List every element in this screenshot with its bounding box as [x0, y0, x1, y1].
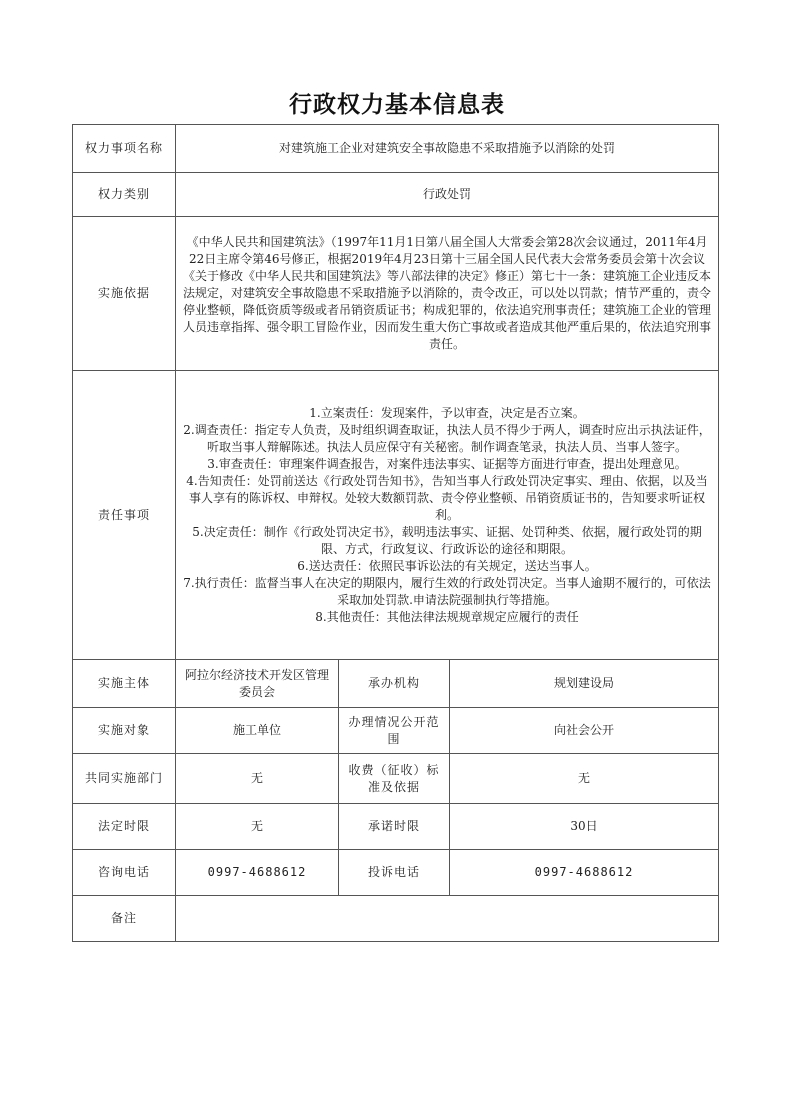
subject-value: 阿拉尔经济技术开发区管理委员会 [176, 660, 339, 708]
fee-standard-value: 无 [450, 754, 719, 804]
row-time-limit [73, 804, 719, 850]
handling-agency-label: 承办机构 [339, 660, 450, 708]
responsibility-list [176, 371, 719, 660]
joint-dept-label: 共同实施部门 [73, 754, 176, 804]
basis-label: 实施依据 [73, 217, 176, 371]
responsibility-item: 7.执行责任：监督当事人在决定的期限内，履行生效的行政处罚决定。当事人逾期不履行的，可依法采取加处罚款.申请法院强制执行等措施。 [183, 575, 711, 607]
item-name-label: 权力事项名称 [73, 125, 176, 173]
legal-time-limit-label: 法定时限 [73, 804, 176, 850]
row-subject [73, 660, 719, 708]
disclosure-scope-label: 办理情况公开范围 [339, 708, 450, 754]
row-target [73, 708, 719, 754]
subject-label: 实施主体 [73, 660, 176, 708]
promised-time-limit-label: 承诺时限 [339, 804, 450, 850]
responsibility-item: 5.决定责任：制作《行政处罚决定书》，载明违法事实、证据、处罚种类、依据，履行政处罚的期限、方式，行政复议、行政诉讼的途径和期限。 [192, 524, 702, 556]
target-value: 施工单位 [176, 708, 339, 754]
fee-standard-label: 收费（征收）标准及依据 [339, 754, 450, 804]
category-value: 行政处罚 [176, 173, 719, 217]
promised-time-limit-value: 30日 [450, 804, 719, 850]
target-label: 实施对象 [73, 708, 176, 754]
responsibility-label: 责任事项 [73, 371, 176, 660]
item-name-value: 对建筑施工企业对建筑安全事故隐患不采取措施予以消除的处罚 [176, 125, 719, 173]
consult-phone-label: 咨询电话 [73, 850, 176, 896]
complaint-phone-label: 投诉电话 [339, 850, 450, 896]
complaint-phone-value: 0997-4688612 [450, 850, 719, 896]
row-category [73, 173, 719, 217]
basis-value: 《中华人民共和国建筑法》（1997年11月1日第八届全国人大常委会第28次会议通过，2011年4月22日主席令第46号修正，根据2019年4月23日第十三届全国人民代表大会常务委员会第十次会议《关于修改《中华人民共和国建筑法》等八部法律的决定》修正）第七十一条：建筑施工企业违反本法规定，对建筑安全事故隐患不采取措施予以消除的，责令改正，可以处以罚款；情节严重的，责令停业整顿，降低资质等级或者吊销资质证书；构成犯罪的，依法追究刑事责任；建筑施工企业的管理人员违章指挥、强令职工冒险作业，因而发生重大伤亡事故或者造成其他严重后果的，依法追究刑事责任。 [176, 217, 719, 371]
responsibility-item: 8.其他责任：其他法律法规规章规定应履行的责任 [315, 609, 579, 624]
remarks-label: 备注 [73, 896, 176, 942]
responsibility-item: 4.告知责任：处罚前送达《行政处罚告知书》，告知当事人行政处罚决定事实、理由、依据，以及当事人享有的陈诉权、申辩权。处较大数额罚款、责令停业整顿、吊销资质证书的，告知要求听证权利。 [186, 473, 708, 522]
legal-time-limit-value: 无 [176, 804, 339, 850]
remarks-value [176, 896, 719, 942]
handling-agency-value: 规划建设局 [450, 660, 719, 708]
responsibility-item: 1.立案责任：发现案件，予以审查，决定是否立案。 [309, 405, 585, 420]
row-item-name [73, 125, 719, 173]
row-remarks [73, 896, 719, 942]
responsibility-item: 3.审查责任：审理案件调查报告，对案件违法事实、证据等方面进行审查，提出处理意见。 [207, 456, 687, 471]
row-responsibility [73, 371, 719, 660]
disclosure-scope-value: 向社会公开 [450, 708, 719, 754]
page-title: 行政权力基本信息表 [289, 92, 505, 118]
info-table [72, 124, 719, 942]
responsibility-item: 6.送达责任：依照民事诉讼法的有关规定，送达当事人。 [297, 558, 597, 573]
consult-phone-value: 0997-4688612 [176, 850, 339, 896]
row-phone [73, 850, 719, 896]
responsibility-item: 2.调查责任：指定专人负责，及时组织调查取证，执法人员不得少于两人，调查时应出示执法证件，听取当事人辩解陈述。执法人员应保守有关秘密。制作调查笔录，执法人员、当事人签字。 [183, 422, 711, 454]
row-joint [73, 754, 719, 804]
row-basis [73, 217, 719, 371]
joint-dept-value: 无 [176, 754, 339, 804]
category-label: 权力类别 [73, 173, 176, 217]
